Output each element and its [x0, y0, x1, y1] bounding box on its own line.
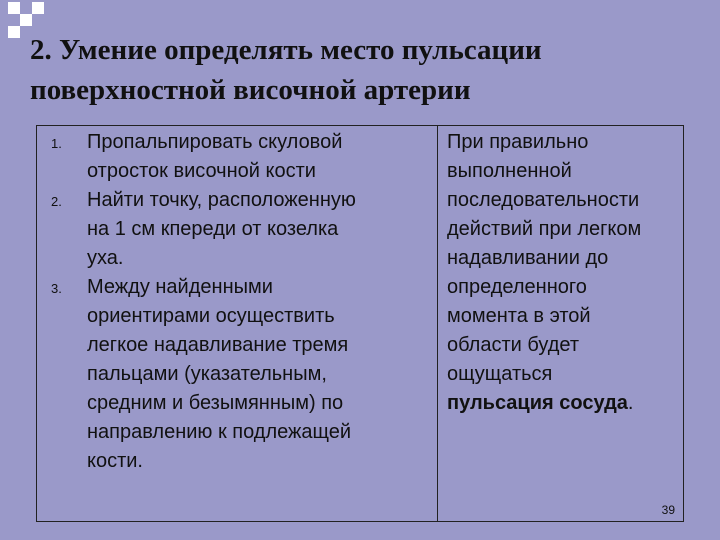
- step-text: уха.: [87, 247, 124, 269]
- step-number: 2.: [51, 194, 62, 209]
- step-text: средним и безымянным) по: [87, 392, 344, 414]
- page-number: 39: [661, 503, 675, 517]
- title-line: 2. Умение определять место пульсации: [30, 34, 542, 66]
- note-emphasis: пульсация сосуда: [447, 392, 628, 414]
- step-text: ориентирами осуществить: [87, 305, 335, 327]
- note-text: области будет: [447, 334, 580, 356]
- note-text: При правильно: [447, 131, 589, 153]
- note-final-line: [447, 389, 683, 418]
- steps-list: [39, 128, 431, 476]
- note-text: момента в этой: [447, 305, 591, 327]
- step-number: 1.: [51, 136, 62, 151]
- title-line: поверхностной височной артерии: [30, 74, 471, 106]
- note-period: .: [627, 392, 634, 414]
- step-text: отросток височной кости: [87, 160, 316, 182]
- slide-title: [30, 30, 710, 110]
- step-text: на 1 см кпереди от козелка: [87, 218, 339, 240]
- content-table: [36, 125, 684, 522]
- step-text: Пропальпировать скуловой: [87, 131, 343, 153]
- note-text: определенного: [447, 276, 587, 298]
- step-text: направлению к подлежащей: [87, 421, 352, 443]
- step-text: пальцами (указательным,: [87, 363, 327, 385]
- note-text: надавливании до: [447, 247, 609, 269]
- step-text: кости.: [87, 450, 143, 472]
- step-text: Между найденными: [87, 276, 273, 298]
- list-item: [39, 186, 431, 273]
- list-item: [39, 128, 431, 186]
- note-text: действий при легком: [447, 218, 642, 240]
- step-number: 3.: [51, 281, 62, 296]
- list-item: [39, 273, 431, 476]
- note-text: ощущаться: [447, 363, 553, 385]
- result-note: [447, 128, 683, 418]
- step-text: Найти точку, расположенную: [87, 189, 356, 211]
- column-divider: [437, 126, 438, 521]
- note-text: последовательности: [447, 189, 640, 211]
- note-text: выполненной: [447, 160, 572, 182]
- step-text: легкое надавливание тремя: [87, 334, 349, 356]
